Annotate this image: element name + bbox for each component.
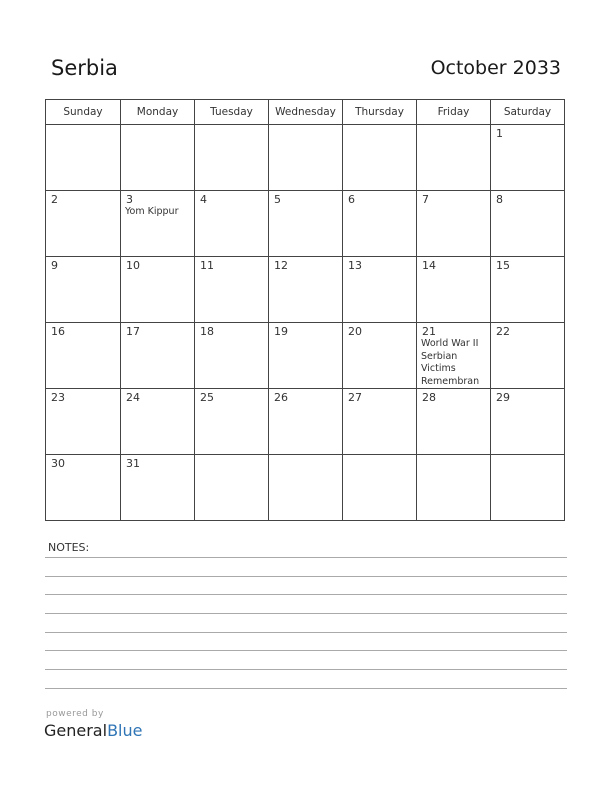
- day-cell: [46, 455, 121, 521]
- day-number: 19: [274, 325, 288, 338]
- weekday-header: Saturday: [491, 100, 565, 125]
- day-cell: [46, 191, 121, 257]
- month-year-title: October 2033: [430, 57, 561, 79]
- day-cell: [269, 257, 343, 323]
- day-cell: [491, 257, 565, 323]
- day-number: 22: [496, 325, 510, 338]
- day-cell: [195, 257, 269, 323]
- day-number: 30: [51, 457, 65, 470]
- week-row: [46, 257, 565, 323]
- day-number: 12: [274, 259, 288, 272]
- day-cell: [343, 125, 417, 191]
- day-number: 1: [496, 127, 503, 140]
- notes-line: [45, 557, 567, 558]
- week-row: [46, 389, 565, 455]
- day-cell: [269, 125, 343, 191]
- day-cell: [46, 389, 121, 455]
- day-cell: [269, 455, 343, 521]
- day-number: 23: [51, 391, 65, 404]
- holiday-label: Victims: [421, 363, 456, 374]
- notes-line: [45, 576, 567, 577]
- day-number: 17: [126, 325, 140, 338]
- day-cell: [121, 389, 195, 455]
- day-number: 5: [274, 193, 281, 206]
- brand-logo: [44, 721, 142, 740]
- day-cell: [343, 323, 417, 389]
- day-cell: [195, 455, 269, 521]
- notes-line: [45, 613, 567, 614]
- day-cell: [46, 323, 121, 389]
- day-cell: [121, 125, 195, 191]
- calendar-grid: [45, 99, 565, 521]
- holiday-label: Remembran: [421, 375, 480, 387]
- day-number: 20: [348, 325, 362, 338]
- country-title: Serbia: [51, 56, 118, 80]
- day-cell: [121, 323, 195, 389]
- day-number: 14: [422, 259, 436, 272]
- day-cell: [417, 455, 491, 521]
- day-number: 26: [274, 391, 288, 404]
- day-cell: [417, 191, 491, 257]
- powered-by-text: powered by: [46, 709, 104, 719]
- day-number: 11: [200, 259, 214, 272]
- day-cell: [343, 455, 417, 521]
- day-cell: [417, 389, 491, 455]
- week-row: [46, 191, 565, 257]
- day-cell: [343, 191, 417, 257]
- day-cell: [491, 323, 565, 389]
- day-number: 27: [348, 391, 362, 404]
- day-number: 18: [200, 325, 214, 338]
- weekday-header: Thursday: [343, 100, 417, 125]
- day-cell: [269, 323, 343, 389]
- weekday-header: Tuesday: [195, 100, 269, 125]
- day-number: 4: [200, 193, 207, 206]
- day-cell: [491, 455, 565, 521]
- day-number: 16: [51, 325, 65, 338]
- day-cell: [269, 389, 343, 455]
- day-number: 3: [126, 193, 133, 206]
- notes-line: [45, 632, 567, 633]
- weekday-header-row: [46, 100, 565, 125]
- day-number: 15: [496, 259, 510, 272]
- day-cell: [195, 125, 269, 191]
- week-row: [46, 455, 565, 521]
- day-cell: [417, 125, 491, 191]
- day-number: 13: [348, 259, 362, 272]
- day-number: 21: [422, 325, 436, 338]
- day-cell: [195, 191, 269, 257]
- day-number: 25: [200, 391, 214, 404]
- day-cell: [46, 125, 121, 191]
- weekday-header: Sunday: [46, 100, 121, 125]
- day-cell: [121, 191, 195, 257]
- day-cell: [195, 389, 269, 455]
- day-number: 7: [422, 193, 429, 206]
- notes-line: [45, 650, 567, 651]
- day-cell: [269, 191, 343, 257]
- week-row: [46, 125, 565, 191]
- notes-line: [45, 669, 567, 670]
- day-cell: [46, 257, 121, 323]
- day-number: 29: [496, 391, 510, 404]
- day-cell: [491, 389, 565, 455]
- weekday-header: Monday: [121, 100, 195, 125]
- day-number: 8: [496, 193, 503, 206]
- day-number: 28: [422, 391, 436, 404]
- day-cell: [343, 389, 417, 455]
- day-cell: [195, 323, 269, 389]
- day-cell: [121, 455, 195, 521]
- day-number: 24: [126, 391, 140, 404]
- brand-blue: Blue: [107, 721, 143, 740]
- day-number: 31: [126, 457, 140, 470]
- day-number: 9: [51, 259, 58, 272]
- day-number: 10: [126, 259, 140, 272]
- weekday-header: Friday: [417, 100, 491, 125]
- weekday-header: Wednesday: [269, 100, 343, 125]
- day-cell: [417, 257, 491, 323]
- holiday-label: Serbian: [421, 350, 458, 362]
- notes-line: [45, 594, 567, 595]
- day-number: 6: [348, 193, 355, 206]
- day-cell: [417, 323, 491, 389]
- holiday-label: Yom Kippur: [125, 206, 179, 217]
- day-cell: [121, 257, 195, 323]
- notes-label: NOTES:: [48, 541, 90, 554]
- brand-general: General: [44, 721, 108, 740]
- day-number: 2: [51, 193, 58, 206]
- holiday-label: World War II: [421, 338, 479, 349]
- day-cell: [491, 191, 565, 257]
- day-cell: [491, 125, 565, 191]
- day-cell: [343, 257, 417, 323]
- notes-line: [45, 688, 567, 689]
- week-row: [46, 323, 565, 389]
